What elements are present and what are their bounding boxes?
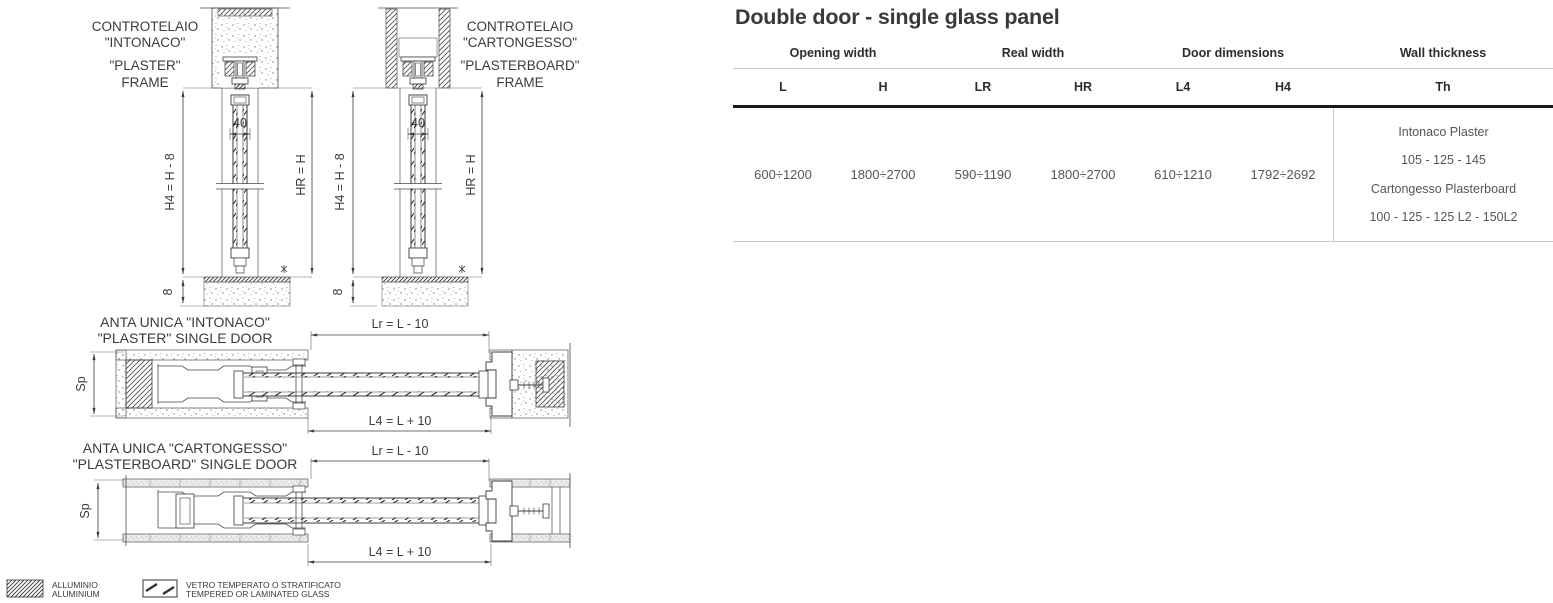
dim-8-plasterboard: 8	[331, 288, 345, 296]
legend	[7, 580, 341, 599]
value-H: 1800÷2700	[850, 167, 916, 182]
value-LR: 590÷1190	[954, 167, 1012, 182]
col-H: H	[878, 80, 888, 94]
plaster-single-door-section	[74, 314, 570, 434]
dim-lr-plaster: Lr = L - 10	[371, 317, 429, 331]
plasterboard-frame-label-3: "PLASTERBOARD"	[460, 58, 580, 73]
value-H4: 1792÷2692	[1250, 167, 1316, 182]
legend-aluminium-line-2: ALUMINIUM	[52, 589, 100, 599]
col-HR: HR	[1073, 80, 1093, 94]
plaster-door-label-2: "PLASTER" SINGLE DOOR	[97, 330, 273, 346]
group-wall-thickness: Wall thickness	[1399, 45, 1487, 60]
dim-40-plasterboard: 40	[411, 116, 425, 130]
plaster-frame-label-3: "PLASTER"	[109, 58, 181, 73]
dim-8-plaster: 8	[161, 288, 175, 296]
wall-thickness-line: 100 - 125 - 125 L2 - 150L2	[1369, 210, 1518, 224]
plasterboard-door-label-2: "PLASTERBOARD" SINGLE DOOR	[72, 456, 298, 472]
plasterboard-frame-section	[331, 8, 580, 306]
legend-glass-line-2: TEMPERED OR LAMINATED GLASS	[186, 589, 330, 599]
spec-table	[733, 37, 1553, 242]
plaster-frame-label-1: CONTROTELAIO	[91, 19, 199, 34]
wall-thickness-line: Intonaco Plaster	[1398, 124, 1489, 139]
table-group-header-row	[733, 37, 1553, 69]
spec-panel	[733, 0, 1553, 242]
group-door-dimensions: Door dimensions	[1181, 45, 1285, 60]
value-HR: 1800÷2700	[1050, 167, 1116, 182]
plasterboard-door-label-1: ANTA UNICA "CARTONGESSO"	[82, 440, 288, 456]
col-L: L	[779, 80, 787, 94]
wall-thickness-line: 105 - 125 - 145	[1401, 153, 1486, 167]
technical-drawing	[0, 0, 733, 603]
plasterboard-frame-label-4: FRAME	[496, 75, 544, 90]
plaster-door-label-1: ANTA UNICA "INTONACO"	[100, 314, 270, 330]
value-L4: 610÷1210	[1154, 167, 1212, 182]
table-column-header-row	[733, 69, 1553, 108]
dim-l4-plasterboard: L4 = L + 10	[368, 545, 432, 559]
dim-40-plaster: 40	[233, 116, 247, 130]
legend-aluminium-line-1: ALLUMINIO	[52, 580, 98, 590]
legend-glass-line-1: VETRO TEMPERATO O STRATIFICATO	[186, 580, 341, 590]
plasterboard-frame-label-1: CONTROTELAIO	[466, 19, 574, 34]
plaster-frame-label-4: FRAME	[121, 75, 169, 90]
plasterboard-single-door-section	[73, 440, 570, 566]
dim-hr-plasterboard: HR = H	[464, 154, 478, 196]
dim-lr-plasterboard: Lr = L - 10	[371, 444, 429, 458]
page-title: Double door - single glass panel	[735, 5, 1060, 29]
aluminium-swatch	[7, 580, 43, 597]
dim-h4-plasterboard: H4 = H - 8	[333, 153, 347, 211]
group-opening-width: Opening width	[789, 45, 877, 60]
value-L: 600÷1200	[754, 167, 812, 182]
dim-sp-plasterboard: Sp	[78, 503, 92, 519]
col-L4: L4	[1175, 80, 1191, 94]
dim-h4-plaster: H4 = H - 8	[163, 153, 177, 211]
plaster-frame-label-2: "INTONACO"	[104, 35, 186, 50]
plaster-frame-section	[92, 8, 312, 306]
dim-sp-plaster: Sp	[74, 376, 88, 392]
dim-l4-plaster: L4 = L + 10	[368, 414, 432, 428]
wall-thickness-cell	[1333, 108, 1553, 241]
wall-thickness-line: Cartongesso Plasterboard	[1370, 181, 1517, 196]
col-Th: Th	[1435, 80, 1451, 94]
table-data-row	[733, 108, 1553, 242]
plasterboard-frame-label-2: "CARTONGESSO"	[462, 35, 578, 50]
group-real-width: Real width	[1001, 45, 1065, 60]
dim-hr-plaster: HR = H	[294, 154, 308, 196]
glass-swatch	[143, 580, 177, 597]
col-H4: H4	[1275, 80, 1291, 94]
col-LR: LR	[974, 80, 992, 94]
